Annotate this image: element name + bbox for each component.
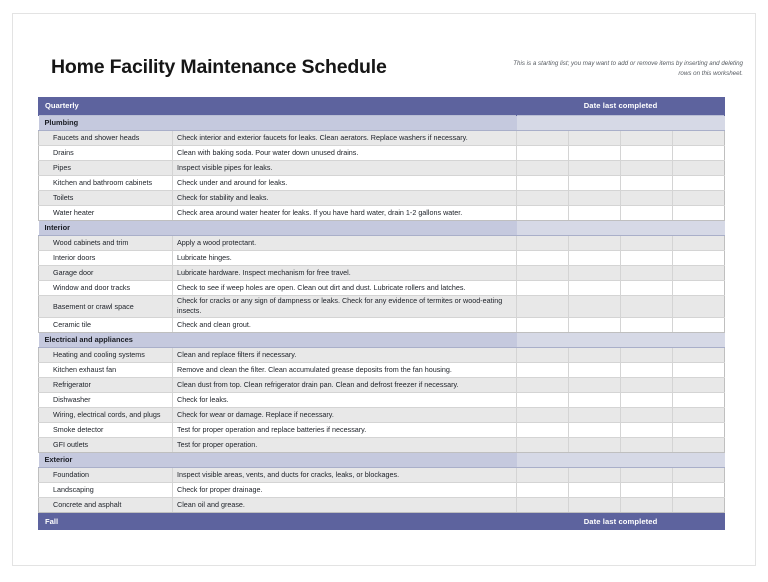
date-completed-cell[interactable] xyxy=(673,235,725,250)
date-completed-cell[interactable] xyxy=(517,250,569,265)
maintenance-item-name[interactable]: Concrete and asphalt xyxy=(39,497,173,512)
date-completed-cell[interactable] xyxy=(673,347,725,362)
date-completed-cell[interactable] xyxy=(517,145,569,160)
table-row[interactable] xyxy=(39,407,725,422)
maintenance-item-name[interactable]: Foundation xyxy=(39,467,173,482)
maintenance-task-description[interactable]: Check to see if weep holes are open. Clean out dirt and dust. Lubricate rollers and latches. xyxy=(173,280,517,295)
maintenance-task-description[interactable]: Check for proper drainage. xyxy=(173,482,517,497)
date-completed-cell[interactable] xyxy=(673,190,725,205)
date-completed-cell[interactable] xyxy=(673,482,725,497)
section-header-label: Exterior xyxy=(39,452,517,467)
date-completed-cell[interactable] xyxy=(621,467,673,482)
date-completed-cell[interactable] xyxy=(621,130,673,145)
section-header-filler xyxy=(569,220,621,235)
date-completed-cell[interactable] xyxy=(569,145,621,160)
worksheet-page xyxy=(12,13,756,566)
date-completed-cell[interactable] xyxy=(673,205,725,220)
date-completed-cell[interactable] xyxy=(569,295,621,317)
maintenance-task-description[interactable]: Test for proper operation. xyxy=(173,437,517,452)
date-completed-cell[interactable] xyxy=(569,497,621,512)
maintenance-task-description[interactable]: Check area around water heater for leaks. If you have hard water, drain 1-2 gallons water. xyxy=(173,205,517,220)
date-completed-cell[interactable] xyxy=(517,422,569,437)
maintenance-item-name[interactable]: Interior doors xyxy=(39,250,173,265)
section-header-filler xyxy=(621,115,673,130)
date-completed-cell[interactable] xyxy=(673,265,725,280)
maintenance-task-description[interactable]: Inspect visible areas, vents, and ducts for cracks, leaks, or blockages. xyxy=(173,467,517,482)
table-row[interactable] xyxy=(39,347,725,362)
table-row[interactable] xyxy=(39,175,725,190)
maintenance-task-description[interactable]: Check for wear or damage. Replace if necessary. xyxy=(173,407,517,422)
date-completed-cell[interactable] xyxy=(621,437,673,452)
date-completed-cell[interactable] xyxy=(673,392,725,407)
table-row[interactable] xyxy=(39,422,725,437)
maintenance-item-name[interactable]: Garage door xyxy=(39,265,173,280)
date-completed-cell[interactable] xyxy=(673,175,725,190)
date-completed-cell[interactable] xyxy=(569,482,621,497)
maintenance-task-description[interactable]: Remove and clean the filter. Clean accumulated grease deposits from the fan housing. xyxy=(173,362,517,377)
maintenance-task-description[interactable]: Apply a wood protectant. xyxy=(173,235,517,250)
maintenance-item-name[interactable]: Toilets xyxy=(39,190,173,205)
date-completed-cell[interactable] xyxy=(517,205,569,220)
date-completed-cell[interactable] xyxy=(621,190,673,205)
maintenance-task-description[interactable]: Check and clean grout. xyxy=(173,317,517,332)
section-header-label: Electrical and appliances xyxy=(39,332,517,347)
section-header-filler xyxy=(517,452,569,467)
date-completed-cell[interactable] xyxy=(517,437,569,452)
maintenance-task-description[interactable]: Check for stability and leaks. xyxy=(173,190,517,205)
date-completed-cell[interactable] xyxy=(621,497,673,512)
date-completed-cell[interactable] xyxy=(673,407,725,422)
date-last-completed-header: Date last completed xyxy=(517,97,725,115)
maintenance-item-name[interactable]: Pipes xyxy=(39,160,173,175)
section-header-filler xyxy=(673,115,725,130)
maintenance-item-name[interactable]: Smoke detector xyxy=(39,422,173,437)
date-completed-cell[interactable] xyxy=(569,467,621,482)
date-completed-cell[interactable] xyxy=(673,362,725,377)
date-completed-cell[interactable] xyxy=(673,280,725,295)
maintenance-schedule-table xyxy=(38,97,725,530)
date-completed-cell[interactable] xyxy=(621,407,673,422)
table-row[interactable] xyxy=(39,160,725,175)
date-completed-cell[interactable] xyxy=(517,362,569,377)
section-header-filler xyxy=(673,452,725,467)
date-completed-cell[interactable] xyxy=(517,377,569,392)
date-completed-cell[interactable] xyxy=(569,392,621,407)
section-header-filler xyxy=(517,220,569,235)
date-completed-cell[interactable] xyxy=(569,250,621,265)
maintenance-item-name[interactable]: Kitchen exhaust fan xyxy=(39,362,173,377)
date-completed-cell[interactable] xyxy=(569,175,621,190)
season-banner-fall xyxy=(39,512,725,530)
date-completed-cell[interactable] xyxy=(569,160,621,175)
date-completed-cell[interactable] xyxy=(621,205,673,220)
date-completed-cell[interactable] xyxy=(517,407,569,422)
date-completed-cell[interactable] xyxy=(673,160,725,175)
table-row[interactable] xyxy=(39,205,725,220)
maintenance-task-description[interactable]: Check interior and exterior faucets for leaks. Clean aerators. Replace washers if necessary. xyxy=(173,130,517,145)
section-header-filler xyxy=(673,220,725,235)
page-title: Home Facility Maintenance Schedule xyxy=(51,56,387,78)
date-completed-cell[interactable] xyxy=(569,235,621,250)
table-row[interactable] xyxy=(39,130,725,145)
date-completed-cell[interactable] xyxy=(569,347,621,362)
table-row[interactable] xyxy=(39,497,725,512)
maintenance-item-name[interactable]: Wiring, electrical cords, and plugs xyxy=(39,407,173,422)
maintenance-item-name[interactable]: Water heater xyxy=(39,205,173,220)
season-banner-quarterly xyxy=(39,97,725,115)
table-row[interactable] xyxy=(39,482,725,497)
section-header-filler xyxy=(569,332,621,347)
maintenance-item-name[interactable]: Wood cabinets and trim xyxy=(39,235,173,250)
date-completed-cell[interactable] xyxy=(569,205,621,220)
date-completed-cell[interactable] xyxy=(569,377,621,392)
maintenance-item-name[interactable]: Heating and cooling systems xyxy=(39,347,173,362)
header-area xyxy=(13,14,755,88)
maintenance-item-name[interactable]: Window and door tracks xyxy=(39,280,173,295)
season-banner-label: Quarterly xyxy=(39,97,517,115)
season-banner-label: Fall xyxy=(39,512,517,530)
date-completed-cell[interactable] xyxy=(621,377,673,392)
date-completed-cell[interactable] xyxy=(621,235,673,250)
maintenance-task-description[interactable]: Clean and replace filters if necessary. xyxy=(173,347,517,362)
date-completed-cell[interactable] xyxy=(517,175,569,190)
date-completed-cell[interactable] xyxy=(621,145,673,160)
section-header-label: Plumbing xyxy=(39,115,517,130)
date-completed-cell[interactable] xyxy=(517,482,569,497)
date-completed-cell[interactable] xyxy=(621,347,673,362)
date-completed-cell[interactable] xyxy=(517,347,569,362)
table-row[interactable] xyxy=(39,190,725,205)
date-completed-cell[interactable] xyxy=(517,265,569,280)
date-completed-cell[interactable] xyxy=(621,482,673,497)
maintenance-task-description[interactable]: Test for proper operation and replace batteries if necessary. xyxy=(173,422,517,437)
maintenance-task-description[interactable]: Clean oil and grease. xyxy=(173,497,517,512)
section-header-filler xyxy=(673,332,725,347)
maintenance-task-description[interactable]: Check for leaks. xyxy=(173,392,517,407)
date-completed-cell[interactable] xyxy=(621,160,673,175)
maintenance-task-description[interactable]: Inspect visible pipes for leaks. xyxy=(173,160,517,175)
date-completed-cell[interactable] xyxy=(517,280,569,295)
section-header-filler xyxy=(517,115,569,130)
date-completed-cell[interactable] xyxy=(673,250,725,265)
maintenance-task-description[interactable]: Clean dust from top. Clean refrigerator drain pan. Clean and defrost freezer if necessary. xyxy=(173,377,517,392)
maintenance-item-name[interactable]: Basement or crawl space xyxy=(39,295,173,317)
table-row[interactable] xyxy=(39,377,725,392)
maintenance-item-name[interactable]: Drains xyxy=(39,145,173,160)
table-row[interactable] xyxy=(39,362,725,377)
maintenance-task-description[interactable]: Check under and around for leaks. xyxy=(173,175,517,190)
maintenance-item-name[interactable]: Landscaping xyxy=(39,482,173,497)
date-completed-cell[interactable] xyxy=(569,190,621,205)
date-completed-cell[interactable] xyxy=(621,295,673,317)
table-row[interactable] xyxy=(39,145,725,160)
date-completed-cell[interactable] xyxy=(569,317,621,332)
date-completed-cell[interactable] xyxy=(673,467,725,482)
date-completed-cell[interactable] xyxy=(569,265,621,280)
maintenance-task-description[interactable]: Lubricate hinges. xyxy=(173,250,517,265)
date-completed-cell[interactable] xyxy=(517,190,569,205)
section-header-filler xyxy=(621,220,673,235)
date-completed-cell[interactable] xyxy=(569,422,621,437)
section-header-row xyxy=(39,332,725,347)
section-header-filler xyxy=(621,452,673,467)
date-completed-cell[interactable] xyxy=(517,160,569,175)
date-last-completed-header: Date last completed xyxy=(517,512,725,530)
date-completed-cell[interactable] xyxy=(673,377,725,392)
date-completed-cell[interactable] xyxy=(569,280,621,295)
section-header-filler xyxy=(621,332,673,347)
date-completed-cell[interactable] xyxy=(621,280,673,295)
maintenance-task-description[interactable]: Check for cracks or any sign of dampness or leaks. Check for any evidence of termites or wood-eating insects. xyxy=(173,295,517,317)
date-completed-cell[interactable] xyxy=(517,317,569,332)
maintenance-item-name[interactable]: Kitchen and bathroom cabinets xyxy=(39,175,173,190)
table-row[interactable] xyxy=(39,467,725,482)
date-completed-cell[interactable] xyxy=(621,265,673,280)
table-row[interactable] xyxy=(39,280,725,295)
section-header-row xyxy=(39,220,725,235)
maintenance-item-name[interactable]: Refrigerator xyxy=(39,377,173,392)
maintenance-item-name[interactable]: Faucets and shower heads xyxy=(39,130,173,145)
date-completed-cell[interactable] xyxy=(673,130,725,145)
date-completed-cell[interactable] xyxy=(517,295,569,317)
date-completed-cell[interactable] xyxy=(673,317,725,332)
section-header-label: Interior xyxy=(39,220,517,235)
table-row[interactable] xyxy=(39,317,725,332)
date-completed-cell[interactable] xyxy=(569,437,621,452)
section-header-row xyxy=(39,452,725,467)
table-row[interactable] xyxy=(39,250,725,265)
table-row[interactable] xyxy=(39,265,725,280)
date-completed-cell[interactable] xyxy=(569,362,621,377)
maintenance-item-name[interactable]: Dishwasher xyxy=(39,392,173,407)
date-completed-cell[interactable] xyxy=(517,235,569,250)
date-completed-cell[interactable] xyxy=(621,175,673,190)
table-row[interactable] xyxy=(39,437,725,452)
date-completed-cell[interactable] xyxy=(621,362,673,377)
date-completed-cell[interactable] xyxy=(569,130,621,145)
date-completed-cell[interactable] xyxy=(673,437,725,452)
table-row[interactable] xyxy=(39,295,725,317)
table-row[interactable] xyxy=(39,392,725,407)
date-completed-cell[interactable] xyxy=(517,130,569,145)
date-completed-cell[interactable] xyxy=(621,392,673,407)
maintenance-item-name[interactable]: GFI outlets xyxy=(39,437,173,452)
table-row[interactable] xyxy=(39,235,725,250)
section-header-filler xyxy=(569,452,621,467)
date-completed-cell[interactable] xyxy=(517,392,569,407)
maintenance-task-description[interactable]: Clean with baking soda. Pour water down unused drains. xyxy=(173,145,517,160)
section-header-row xyxy=(39,115,725,130)
date-completed-cell[interactable] xyxy=(673,145,725,160)
date-completed-cell[interactable] xyxy=(673,295,725,317)
date-completed-cell[interactable] xyxy=(673,422,725,437)
section-header-filler xyxy=(569,115,621,130)
date-completed-cell[interactable] xyxy=(569,407,621,422)
worksheet-note: This is a starting list; you may want to add or remove items by inserting and deleting rows on this worksheet. xyxy=(513,60,743,77)
date-completed-cell[interactable] xyxy=(517,467,569,482)
date-completed-cell[interactable] xyxy=(673,497,725,512)
date-completed-cell[interactable] xyxy=(621,317,673,332)
maintenance-item-name[interactable]: Ceramic tile xyxy=(39,317,173,332)
section-header-filler xyxy=(517,332,569,347)
maintenance-task-description[interactable]: Lubricate hardware. Inspect mechanism for free travel. xyxy=(173,265,517,280)
date-completed-cell[interactable] xyxy=(621,250,673,265)
date-completed-cell[interactable] xyxy=(621,422,673,437)
date-completed-cell[interactable] xyxy=(517,497,569,512)
